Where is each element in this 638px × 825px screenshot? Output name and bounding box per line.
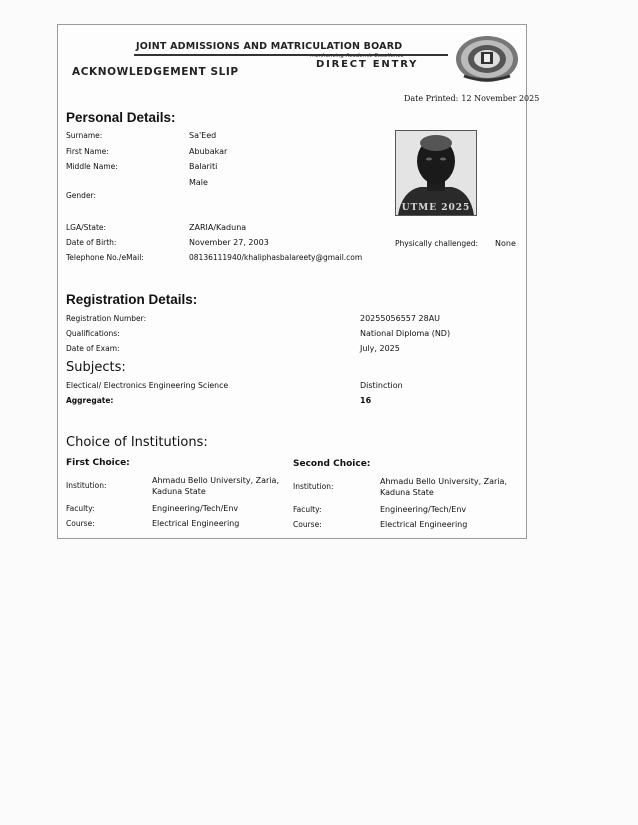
date-printed xyxy=(404,94,539,103)
qualifications-value: National Diploma (ND) xyxy=(360,329,451,338)
first-faculty-value: Engineering/Tech/Env xyxy=(152,504,239,513)
dob-label: Date of Birth: xyxy=(66,238,117,247)
gender-value: Male xyxy=(189,178,208,187)
exam-date-value: July, 2025 xyxy=(360,344,400,353)
gender-label: Gender: xyxy=(66,191,97,200)
first-course-label: Course: xyxy=(66,519,95,528)
physically-challenged-label: Physically challenged: xyxy=(395,239,479,248)
second-faculty-value: Engineering/Tech/Env xyxy=(380,505,467,514)
subject-grade: Distinction xyxy=(360,381,403,390)
admission-mode: DIRECT ENTRY xyxy=(316,59,419,70)
exam-date-label: Date of Exam: xyxy=(66,344,120,353)
reg-number-label: Registration Number: xyxy=(66,314,147,323)
middle-name-label: Middle Name: xyxy=(66,162,118,171)
surname-label: Surname: xyxy=(66,131,103,140)
photo-watermark: UTME 2025 xyxy=(401,203,471,213)
lga-value: ZARIA/Kaduna xyxy=(189,223,247,232)
dob-value: November 27, 2003 xyxy=(189,238,269,247)
subjects-heading: Subjects: xyxy=(66,360,126,375)
first-name-label: First Name: xyxy=(66,147,109,156)
second-faculty-label: Faculty: xyxy=(293,505,322,514)
jamb-logo-icon xyxy=(454,34,520,84)
registration-details-heading: Registration Details: xyxy=(66,292,198,307)
reg-number-value: 20255056557 28AU xyxy=(360,314,441,323)
first-faculty-label: Faculty: xyxy=(66,504,95,513)
first-name-value: Abubakar xyxy=(189,147,228,156)
middle-name-value: Balariti xyxy=(189,162,218,171)
second-course-value: Electrical Engineering xyxy=(380,520,468,529)
surname-value: Sa'Eed xyxy=(189,131,217,140)
board-tagline: ...enhancing Academic Excellence xyxy=(310,53,404,59)
aggregate-label: Aggregate: xyxy=(66,396,114,405)
first-institution-value: Ahmadu Bello University, Zaria, Kaduna State xyxy=(152,476,280,496)
first-institution-label: Institution: xyxy=(66,481,107,490)
acknowledgement-slip xyxy=(57,24,540,539)
slip-title: ACKNOWLEDGEMENT SLIP xyxy=(72,66,239,78)
qualifications-label: Qualifications: xyxy=(66,329,120,338)
second-choice-title: Second Choice: xyxy=(293,459,371,469)
second-institution-value: Ahmadu Bello University, Zaria, Kaduna State xyxy=(380,477,508,497)
second-institution-label: Institution: xyxy=(293,482,334,491)
second-course-label: Course: xyxy=(293,520,322,529)
date-printed-value: 12 November 2025 xyxy=(461,94,540,103)
personal-details-heading: Personal Details: xyxy=(66,110,176,125)
physically-challenged-value: None xyxy=(495,239,516,248)
lga-label: LGA/State: xyxy=(66,223,107,232)
date-printed-label: Date Printed: xyxy=(404,94,459,103)
first-course-value: Electrical Engineering xyxy=(152,519,240,528)
aggregate-value: 16 xyxy=(360,396,372,405)
first-choice-title: First Choice: xyxy=(66,458,130,468)
phone-email-label: Telephone No./eMail: xyxy=(66,253,144,262)
passport-photo xyxy=(395,130,477,216)
phone-email-value: 08136111940/khaliphasbalareety@gmail.com xyxy=(189,253,363,262)
slip-header xyxy=(58,25,526,87)
subject-name: Electical/ Electronics Engineering Science xyxy=(66,381,229,390)
choices-heading: Choice of Institutions: xyxy=(66,435,208,450)
board-name: JOINT ADMISSIONS AND MATRICULATION BOARD xyxy=(136,41,403,52)
